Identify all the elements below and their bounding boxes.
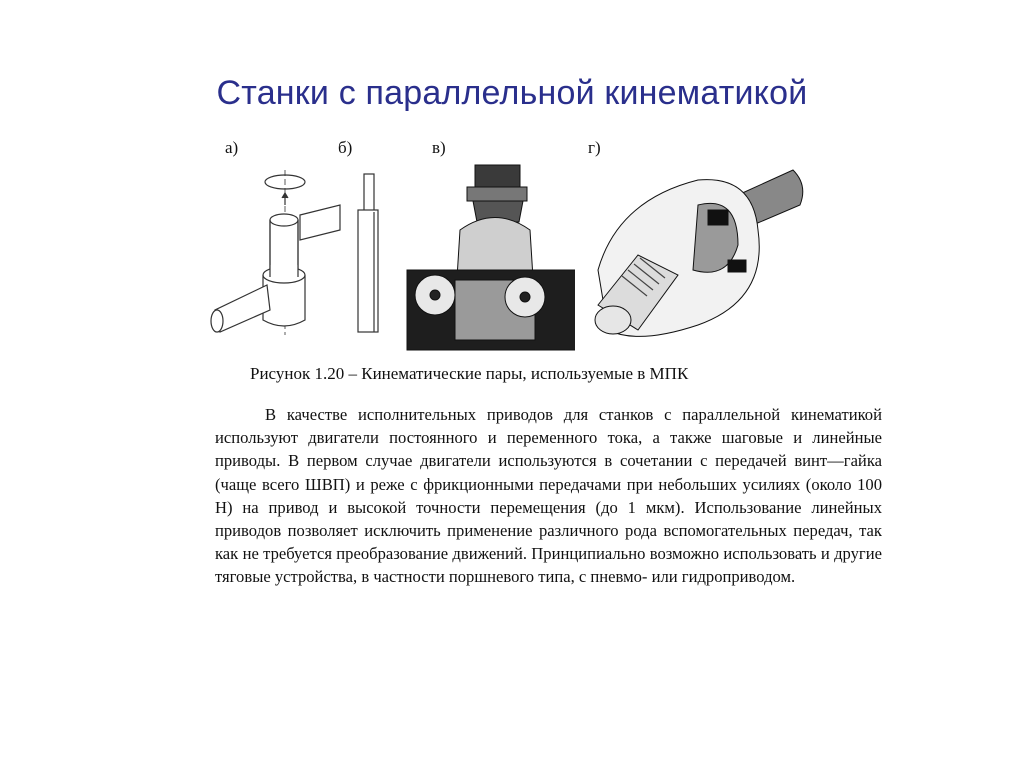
figure-b-prismatic-pair [350, 172, 390, 337]
figure-g-ball-screw [578, 160, 808, 350]
figure-a-rotational-pair [205, 170, 345, 345]
body-paragraph: В качестве исполнительных приводов для станков с параллельной кинематикой используют двигатели постоянного и переменного тока, а также шаговые и линейные приводы. В первом случае двигатели используются в сочетании с передачей винт—гайка (чаще всего ШВП) и реже с фрикционными передачами при небольших усилиях (около 100 Н) на привод и высокой точности перемещения (до 1 мкм). Использование линейных приводов позволяет исключить применение различного рода вспомогательных передач, так как не требуется преобразование движений. Принципиально возможно использовать и другие тяговые устройства, в частности поршневого типа, с пневмо- или гидроприводом. [215, 405, 882, 587]
slide-title: Станки с параллельной кинематикой [216, 74, 808, 112]
figure-v-spherical-joint [405, 160, 575, 355]
figure-label-b: б) [338, 138, 353, 157]
figure-label-g: г) [588, 138, 601, 157]
figure-label-a: а) [225, 138, 239, 157]
figure-caption: Рисунок 1.20 – Кинематические пары, используемые в МПК [250, 364, 689, 383]
figure-label-v: в) [432, 138, 446, 157]
